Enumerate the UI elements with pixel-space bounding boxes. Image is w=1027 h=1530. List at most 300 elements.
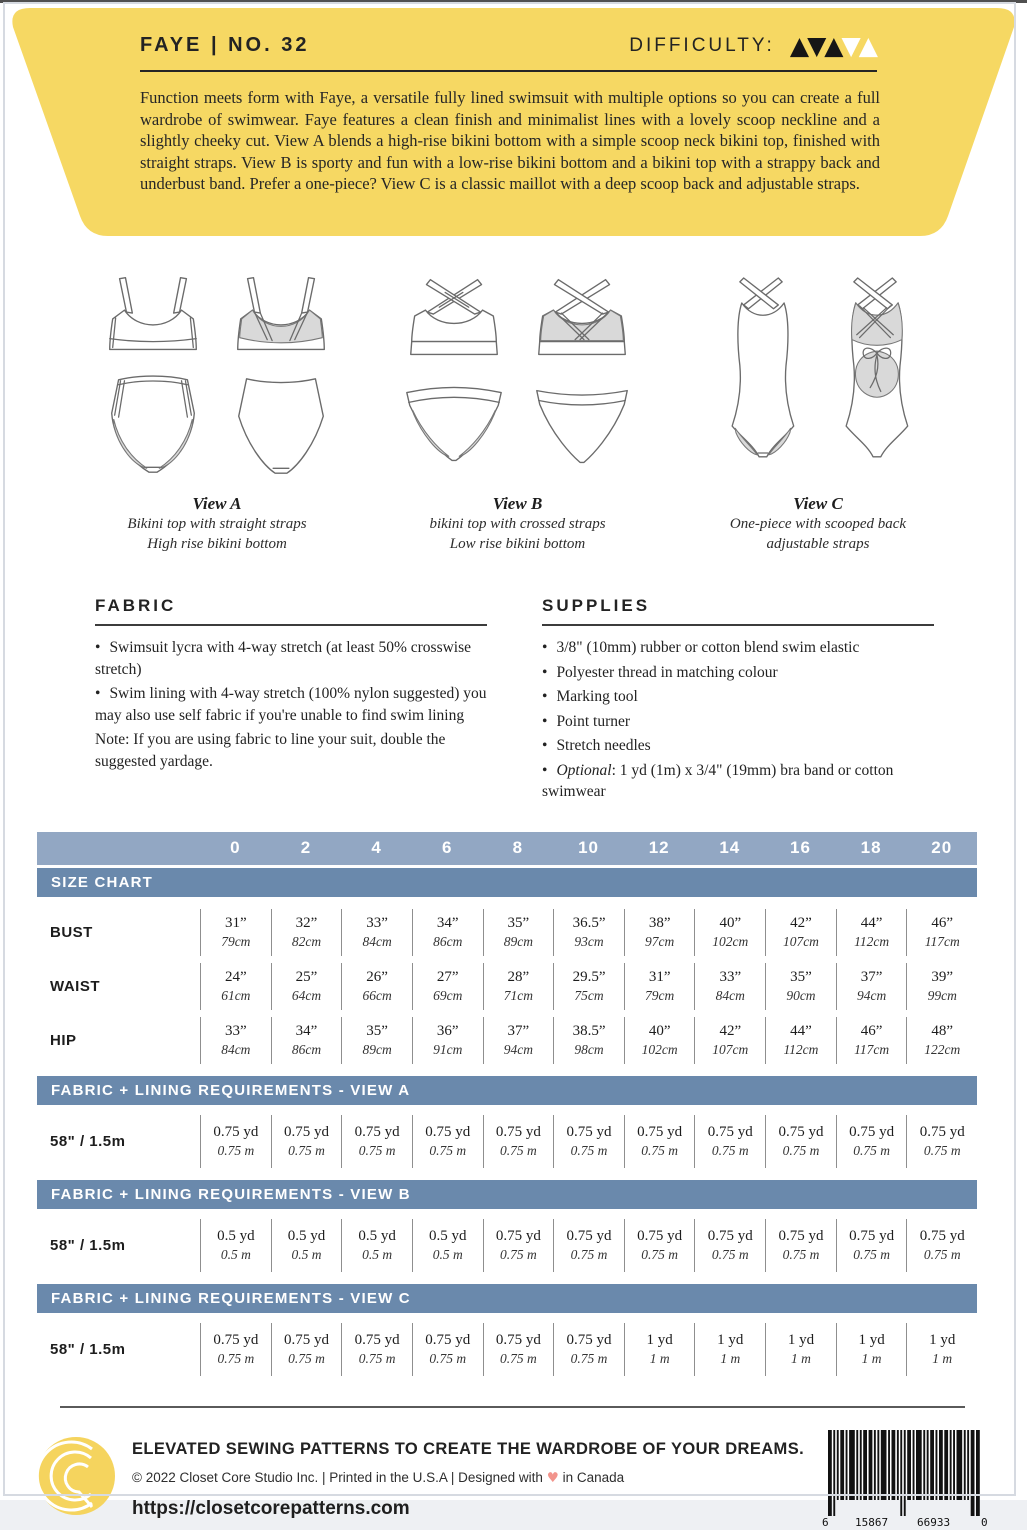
difficulty-triangle-icon: ▼ <box>807 31 827 60</box>
measurement-cells <box>200 963 977 1010</box>
barcode-digit: 6 <box>822 1515 829 1529</box>
yardage-cell <box>483 1219 554 1272</box>
supplies-heading: SUPPLIES <box>542 596 934 626</box>
measurement-inches: 44” <box>860 914 883 931</box>
measurement-inches: 28” <box>507 968 530 985</box>
measurement-cm: 117cm <box>924 933 960 949</box>
yardage-m: 1 m <box>720 1350 741 1366</box>
measurement-cell <box>553 909 624 956</box>
fabric-list <box>95 637 487 726</box>
footer-tagline: ELEVATED SEWING PATTERNS TO CREATE THE WARDROBE OF YOUR DREAMS. <box>132 1439 805 1458</box>
view-b-caption <box>429 494 605 554</box>
supplies-item: • Marking tool <box>542 686 934 708</box>
measurement-inches: 37” <box>507 1022 530 1039</box>
fabric-width-label: 58" / 1.5m <box>50 1236 126 1254</box>
yardage-cell <box>694 1115 765 1168</box>
size-number: 10 <box>578 838 599 857</box>
measurement-inches: 35” <box>507 914 530 931</box>
measurement-cm: 71cm <box>503 987 533 1003</box>
measurement-cm: 89cm <box>503 933 533 949</box>
measurement-inches: 35” <box>790 968 812 985</box>
measurement-inches: 33” <box>224 1022 247 1039</box>
view-a-bottom-front-drawing <box>94 371 212 483</box>
supplies-item: • Optional: 1 yd (1m) x 3/4" (19mm) bra band or cotton swimwear <box>542 760 934 803</box>
yardage-yd: 0.75 yd <box>566 1227 612 1244</box>
measurement-label: HIP <box>50 1031 77 1049</box>
measurement-cm: 112cm <box>783 1041 819 1057</box>
materials-section <box>0 596 1027 806</box>
view-c-illustration <box>711 272 925 486</box>
yardage-cell <box>200 1115 271 1168</box>
view-a-group <box>78 272 356 554</box>
supplies-item: • Stretch needles <box>542 735 934 757</box>
yardage-yd: 1 yd <box>787 1331 815 1348</box>
yardage-yd: 0.75 yd <box>919 1227 965 1244</box>
measurement-cell <box>765 1017 836 1064</box>
measurement-cell <box>553 1017 624 1064</box>
measurement-cell <box>836 1017 907 1064</box>
measurement-label: BUST <box>50 923 93 941</box>
measurement-cm: 86cm <box>433 933 463 949</box>
measurement-cm: 79cm <box>221 933 251 949</box>
measurement-cm: 84cm <box>715 987 745 1003</box>
yardage-yd: 0.75 yd <box>213 1331 259 1348</box>
measurement-inches: 46” <box>860 1022 883 1039</box>
measurement-label: WAIST <box>50 977 100 995</box>
yardage-m: 0.75 m <box>570 1246 608 1262</box>
size-chart-label: SIZE CHART <box>51 873 153 891</box>
measurement-inches: 25” <box>295 968 318 985</box>
yardage-yd: 0.75 yd <box>495 1123 541 1140</box>
measurement-cell <box>624 1017 695 1064</box>
barcode <box>821 1428 991 1530</box>
yardage-cell <box>836 1115 907 1168</box>
view-b-bottom-front-drawing <box>395 380 513 475</box>
measurement-cm: 61cm <box>221 987 251 1003</box>
size-number: 8 <box>512 838 524 857</box>
measurement-inches: 46” <box>931 914 954 931</box>
measurement-cell <box>624 963 695 1010</box>
sizes-header-bar <box>37 832 977 865</box>
view-b-top-front-drawing <box>395 272 513 364</box>
header-banner <box>0 0 1027 250</box>
size-number: 14 <box>719 838 741 857</box>
requirements-row <box>37 1323 977 1376</box>
measurement-inches: 32” <box>295 914 318 931</box>
measurement-cell <box>906 963 977 1010</box>
view-c-front-drawing <box>711 272 811 484</box>
yardage-cell <box>836 1323 907 1376</box>
footer-text <box>132 1436 821 1520</box>
requirements-block <box>37 1180 977 1272</box>
size-number: 12 <box>648 838 670 857</box>
size-number: 0 <box>230 838 241 857</box>
yardage-cell <box>906 1323 977 1376</box>
yardage-yd: 0.5 yd <box>217 1227 255 1244</box>
view-a-caption <box>127 494 306 554</box>
yardage-m: 0.75 m <box>923 1246 961 1262</box>
yardage-m: 1 m <box>649 1350 670 1366</box>
fabric-heading: FABRIC <box>95 596 487 626</box>
view-b-top-back-drawing <box>523 272 641 364</box>
yardage-yd: 0.75 yd <box>707 1123 753 1140</box>
measurement-inches: 33” <box>366 914 388 931</box>
view-a-top-back-drawing <box>222 272 340 364</box>
measurement-cm: 64cm <box>291 987 322 1003</box>
yardage-m: 0.5 m <box>291 1246 322 1262</box>
yardage-m: 0.75 m <box>570 1142 608 1158</box>
fabric-width-label: 58" / 1.5m <box>50 1132 126 1150</box>
yardage-m: 1 m <box>791 1350 811 1366</box>
footer-copyright <box>132 1470 821 1486</box>
size-chart-bar <box>37 868 977 897</box>
measurement-cells <box>200 909 977 956</box>
yardage-m: 0.75 m <box>711 1246 749 1262</box>
measurement-cell <box>765 963 836 1010</box>
yardage-m: 0.75 m <box>711 1142 749 1158</box>
fabric-section <box>95 596 487 806</box>
yardage-cell <box>765 1219 836 1272</box>
copyright-country: in Canada <box>562 1469 625 1485</box>
supplies-item: • Polyester thread in matching colour <box>542 662 934 684</box>
yardage-cell <box>483 1115 554 1168</box>
yardage-yd: 0.75 yd <box>637 1123 683 1140</box>
difficulty-rating <box>791 33 877 58</box>
measurement-inches: 38.5” <box>572 1022 606 1039</box>
yardage-yd: 0.75 yd <box>778 1227 824 1244</box>
measurement-inches: 34” <box>436 914 459 931</box>
requirements-block <box>37 1076 977 1168</box>
measurement-cell <box>412 963 483 1010</box>
yardage-yd: 0.5 yd <box>287 1227 326 1244</box>
requirements-cells <box>200 1323 977 1376</box>
yardage-m: 0.75 m <box>641 1246 679 1262</box>
difficulty-triangle-icon: ▲ <box>824 31 844 60</box>
fabric-item: • Swimsuit lycra with 4-way stretch (at least 50% crosswise stretch) <box>95 637 487 680</box>
title-rule <box>140 70 877 72</box>
yardage-yd: 0.75 yd <box>849 1227 895 1244</box>
measurement-cell <box>483 963 554 1010</box>
measurement-inches: 37” <box>860 968 883 985</box>
view-b-bottom-back-drawing <box>523 380 641 475</box>
measurement-cm: 107cm <box>782 933 819 949</box>
difficulty-label: DIFFICULTY: <box>629 34 775 56</box>
measurement-cell <box>836 963 907 1010</box>
measurement-cell <box>412 909 483 956</box>
requirements-cells <box>200 1219 977 1272</box>
yardage-cell <box>412 1219 483 1272</box>
yardage-m: 0.75 m <box>500 1142 537 1158</box>
page-title: FAYE | NO. 32 <box>140 34 310 56</box>
size-number: 18 <box>860 838 882 857</box>
yardage-cell <box>412 1115 483 1168</box>
measurement-cm: 99cm <box>927 987 957 1003</box>
measurement-cm: 84cm <box>221 1041 251 1057</box>
requirements-heading: FABRIC + LINING REQUIREMENTS - VIEW A <box>51 1081 411 1099</box>
closet-core-logo-icon <box>36 1436 116 1516</box>
size-number: 4 <box>371 838 382 857</box>
view-b-illustration <box>395 272 641 486</box>
measurement-cell <box>200 1017 271 1064</box>
yardage-cell <box>694 1323 765 1376</box>
measurement-cm: 112cm <box>854 933 890 949</box>
view-name: View C <box>793 494 843 513</box>
requirements-cells <box>200 1115 977 1168</box>
view-c-back-drawing <box>825 272 925 484</box>
measurement-inches: 31” <box>648 968 671 985</box>
measurement-inches: 34” <box>295 1022 318 1039</box>
measurement-cm: 84cm <box>362 933 392 949</box>
footer-divider <box>60 1406 965 1408</box>
view-a-top-front-drawing <box>94 272 212 364</box>
view-detail: High rise bikini bottom <box>147 536 287 552</box>
yardage-yd: 0.75 yd <box>495 1331 541 1348</box>
yardage-cell <box>624 1323 695 1376</box>
size-number: 6 <box>442 838 453 857</box>
yardage-yd: 0.75 yd <box>566 1123 612 1140</box>
yardage-cell <box>200 1323 271 1376</box>
yardage-yd: 0.75 yd <box>354 1331 400 1348</box>
measurement-inches: 26” <box>366 968 388 985</box>
barcode-digit: 15867 <box>855 1515 889 1529</box>
yardage-m: 0.75 m <box>358 1142 396 1158</box>
measurement-cm: 89cm <box>362 1041 392 1057</box>
supplies-list <box>542 637 934 803</box>
size-number: 20 <box>931 838 953 857</box>
measurement-inches: 38” <box>648 914 671 931</box>
measurement-inches: 36” <box>436 1022 459 1039</box>
measurement-inches: 42” <box>790 914 812 931</box>
yardage-m: 0.75 m <box>358 1350 396 1366</box>
measurement-cm: 102cm <box>641 1041 678 1057</box>
measurement-cell <box>271 1017 342 1064</box>
yardage-yd: 0.75 yd <box>425 1331 471 1348</box>
measurement-cell <box>906 909 977 956</box>
yardage-yd: 0.75 yd <box>919 1123 965 1140</box>
yardage-yd: 1 yd <box>646 1331 673 1348</box>
measurement-cell <box>836 909 907 956</box>
measurement-inches: 31” <box>224 914 247 931</box>
measurement-cell <box>694 909 765 956</box>
measurement-cell <box>624 909 695 956</box>
measurement-inches: 44” <box>790 1022 812 1039</box>
yardage-cell <box>906 1219 977 1272</box>
requirements-bar <box>37 1284 977 1313</box>
yardage-m: 0.75 m <box>500 1246 537 1262</box>
yardage-m: 0.75 m <box>782 1142 820 1158</box>
yardage-m: 0.75 m <box>782 1246 820 1262</box>
yardage-yd: 1 yd <box>717 1331 744 1348</box>
requirements-sections <box>37 1076 977 1376</box>
measurement-cm: 94cm <box>503 1041 533 1057</box>
yardage-m: 1 m <box>861 1350 882 1366</box>
difficulty-triangle-icon: ▲ <box>789 31 810 60</box>
measurement-cm: 98cm <box>574 1041 604 1057</box>
fabric-width-label: 58" / 1.5m <box>50 1340 126 1358</box>
yardage-cell <box>341 1115 412 1168</box>
yardage-m: 0.75 m <box>288 1350 325 1366</box>
requirements-bar <box>37 1180 977 1209</box>
yardage-m: 0.75 m <box>288 1142 325 1158</box>
yardage-yd: 0.5 yd <box>358 1227 396 1244</box>
yardage-cell <box>906 1115 977 1168</box>
measurement-cm: 102cm <box>712 933 749 949</box>
yardage-cell <box>765 1115 836 1168</box>
yardage-yd: 0.75 yd <box>213 1123 259 1140</box>
measurement-cm: 94cm <box>856 987 887 1003</box>
yardage-m: 0.75 m <box>570 1350 608 1366</box>
view-c-caption <box>730 494 906 554</box>
yardage-cell <box>271 1115 342 1168</box>
measurement-cm: 93cm <box>574 933 604 949</box>
yardage-yd: 0.75 yd <box>637 1227 683 1244</box>
measurement-inches: 40” <box>719 914 742 931</box>
measurement-cell <box>553 963 624 1010</box>
measurement-inches: 29.5” <box>572 968 606 985</box>
requirements-block <box>37 1284 977 1376</box>
yardage-m: 0.75 m <box>853 1246 890 1262</box>
yardage-m: 0.5 m <box>220 1246 251 1262</box>
measurement-cell <box>694 963 765 1010</box>
measurement-cm: 107cm <box>712 1041 749 1057</box>
yardage-m: 0.75 m <box>429 1350 467 1366</box>
measurement-rows <box>37 909 977 1064</box>
supplies-item: • 3/8" (10mm) rubber or cotton blend swim elastic <box>542 637 934 659</box>
measurement-inches: 35” <box>366 1022 388 1039</box>
yardage-m: 0.75 m <box>853 1142 890 1158</box>
yardage-cell <box>271 1219 342 1272</box>
yardage-yd: 0.75 yd <box>849 1123 895 1140</box>
measurement-cm: 90cm <box>786 987 816 1003</box>
yardage-cell <box>553 1219 624 1272</box>
measurement-cell <box>341 1017 412 1064</box>
heart-icon: ♥ <box>546 1469 559 1486</box>
view-detail: adjustable straps <box>766 536 870 552</box>
yardage-yd: 0.75 yd <box>283 1331 329 1348</box>
requirements-heading: FABRIC + LINING REQUIREMENTS - VIEW B <box>51 1185 411 1203</box>
yardage-yd: 0.75 yd <box>778 1123 824 1140</box>
measurement-cm: 117cm <box>854 1041 890 1057</box>
fabric-note: Note: If you are using fabric to line your suit, double the suggested yardage. <box>95 731 446 770</box>
measurement-row <box>37 909 977 956</box>
measurement-cm: 122cm <box>924 1041 961 1057</box>
pattern-description: Function meets form with Faye, a versatile fully lined swimsuit with multiple options so you can create a full wardrobe of swimwear. Faye features a clean finish and minimalist lines with a lovely scoop neckline and a slightly cheeky cut. View A blends a high-rise bikini bottom with a simple scoop neck bikini top, finished with straight straps. View B is sporty and fun with a low-rise bikini bottom and a bikini top with a strappy back and underbust band. Prefer a one-piece? View C is a classic maillot with a deep scoop back and adjustable straps. <box>140 88 880 193</box>
yardage-m: 0.75 m <box>641 1142 679 1158</box>
measurement-cell <box>412 1017 483 1064</box>
measurement-inches: 42” <box>719 1022 742 1039</box>
requirements-heading: FABRIC + LINING REQUIREMENTS - VIEW C <box>51 1289 411 1307</box>
measurement-cell <box>483 909 554 956</box>
yardage-cell <box>271 1323 342 1376</box>
yardage-yd: 0.5 yd <box>428 1227 467 1244</box>
measurement-cm: 75cm <box>574 987 604 1003</box>
requirements-bar <box>37 1076 977 1105</box>
measurement-inches: 27” <box>436 968 459 985</box>
measurement-row <box>37 963 977 1010</box>
yardage-yd: 0.75 yd <box>283 1123 329 1140</box>
copyright-text: © 2022 Closet Core Studio Inc. | Printed in the U.S.A | Designed with <box>132 1469 543 1485</box>
yardage-cell <box>694 1219 765 1272</box>
measurement-cm: 86cm <box>291 1041 322 1057</box>
measurement-cell <box>200 963 271 1010</box>
yardage-yd: 1 yd <box>929 1331 956 1348</box>
view-detail: Low rise bikini bottom <box>449 536 586 552</box>
measurement-inches: 39” <box>931 968 954 985</box>
measurement-cell <box>341 963 412 1010</box>
measurement-inches: 48” <box>931 1022 954 1039</box>
measurement-inches: 33” <box>719 968 742 985</box>
size-chart <box>37 832 977 1376</box>
view-name: View B <box>492 494 543 513</box>
measurement-cm: 79cm <box>645 987 675 1003</box>
measurement-inches: 24” <box>224 968 247 985</box>
yardage-cell <box>200 1219 271 1272</box>
measurement-cell <box>200 909 271 956</box>
yardage-m: 1 m <box>932 1350 953 1366</box>
view-a-bottom-back-drawing <box>222 371 340 483</box>
measurement-cm: 69cm <box>433 987 463 1003</box>
barcode-digit: 0 <box>981 1515 988 1529</box>
yardage-m: 0.5 m <box>362 1246 393 1262</box>
measurement-cm: 82cm <box>291 933 322 949</box>
measurement-cell <box>765 909 836 956</box>
yardage-cell <box>553 1323 624 1376</box>
measurement-cm: 91cm <box>433 1041 463 1057</box>
difficulty-triangle-icon: ▼ <box>841 31 861 60</box>
view-detail: bikini top with crossed straps <box>429 516 606 532</box>
view-name: View A <box>192 494 242 513</box>
sizes-cells <box>200 838 977 858</box>
view-c-group <box>679 272 957 554</box>
view-b-group <box>379 272 657 554</box>
measurement-cell <box>483 1017 554 1064</box>
views-row <box>0 272 1027 554</box>
supplies-section <box>542 596 934 806</box>
yardage-m: 0.75 m <box>217 1142 255 1158</box>
yardage-yd: 0.75 yd <box>566 1331 612 1348</box>
measurement-cell <box>341 909 412 956</box>
website-url: https://closetcorepatterns.com <box>132 1497 410 1519</box>
yardage-yd: 0.75 yd <box>495 1227 541 1244</box>
yardage-m: 0.75 m <box>429 1142 467 1158</box>
measurement-cell <box>906 1017 977 1064</box>
requirements-row <box>37 1219 977 1272</box>
view-detail: One-piece with scooped back <box>729 516 907 532</box>
difficulty <box>629 33 877 58</box>
yardage-cell <box>341 1323 412 1376</box>
requirements-row <box>37 1115 977 1168</box>
yardage-cell <box>836 1219 907 1272</box>
measurement-inches: 40” <box>648 1022 671 1039</box>
measurement-cell <box>271 963 342 1010</box>
yardage-cell <box>765 1323 836 1376</box>
yardage-cell <box>483 1323 554 1376</box>
yardage-yd: 0.75 yd <box>425 1123 471 1140</box>
measurement-row <box>37 1017 977 1064</box>
measurement-cm: 66cm <box>362 987 392 1003</box>
yardage-m: 0.5 m <box>432 1246 463 1262</box>
yardage-cell <box>624 1219 695 1272</box>
yardage-cell <box>412 1323 483 1376</box>
yardage-m: 0.75 m <box>500 1350 537 1366</box>
measurement-cells <box>200 1017 977 1064</box>
yardage-yd: 1 yd <box>858 1331 885 1348</box>
yardage-cell <box>624 1115 695 1168</box>
measurement-cell <box>271 909 342 956</box>
size-number: 16 <box>789 838 811 857</box>
yardage-yd: 0.75 yd <box>354 1123 400 1140</box>
yardage-cell <box>553 1115 624 1168</box>
